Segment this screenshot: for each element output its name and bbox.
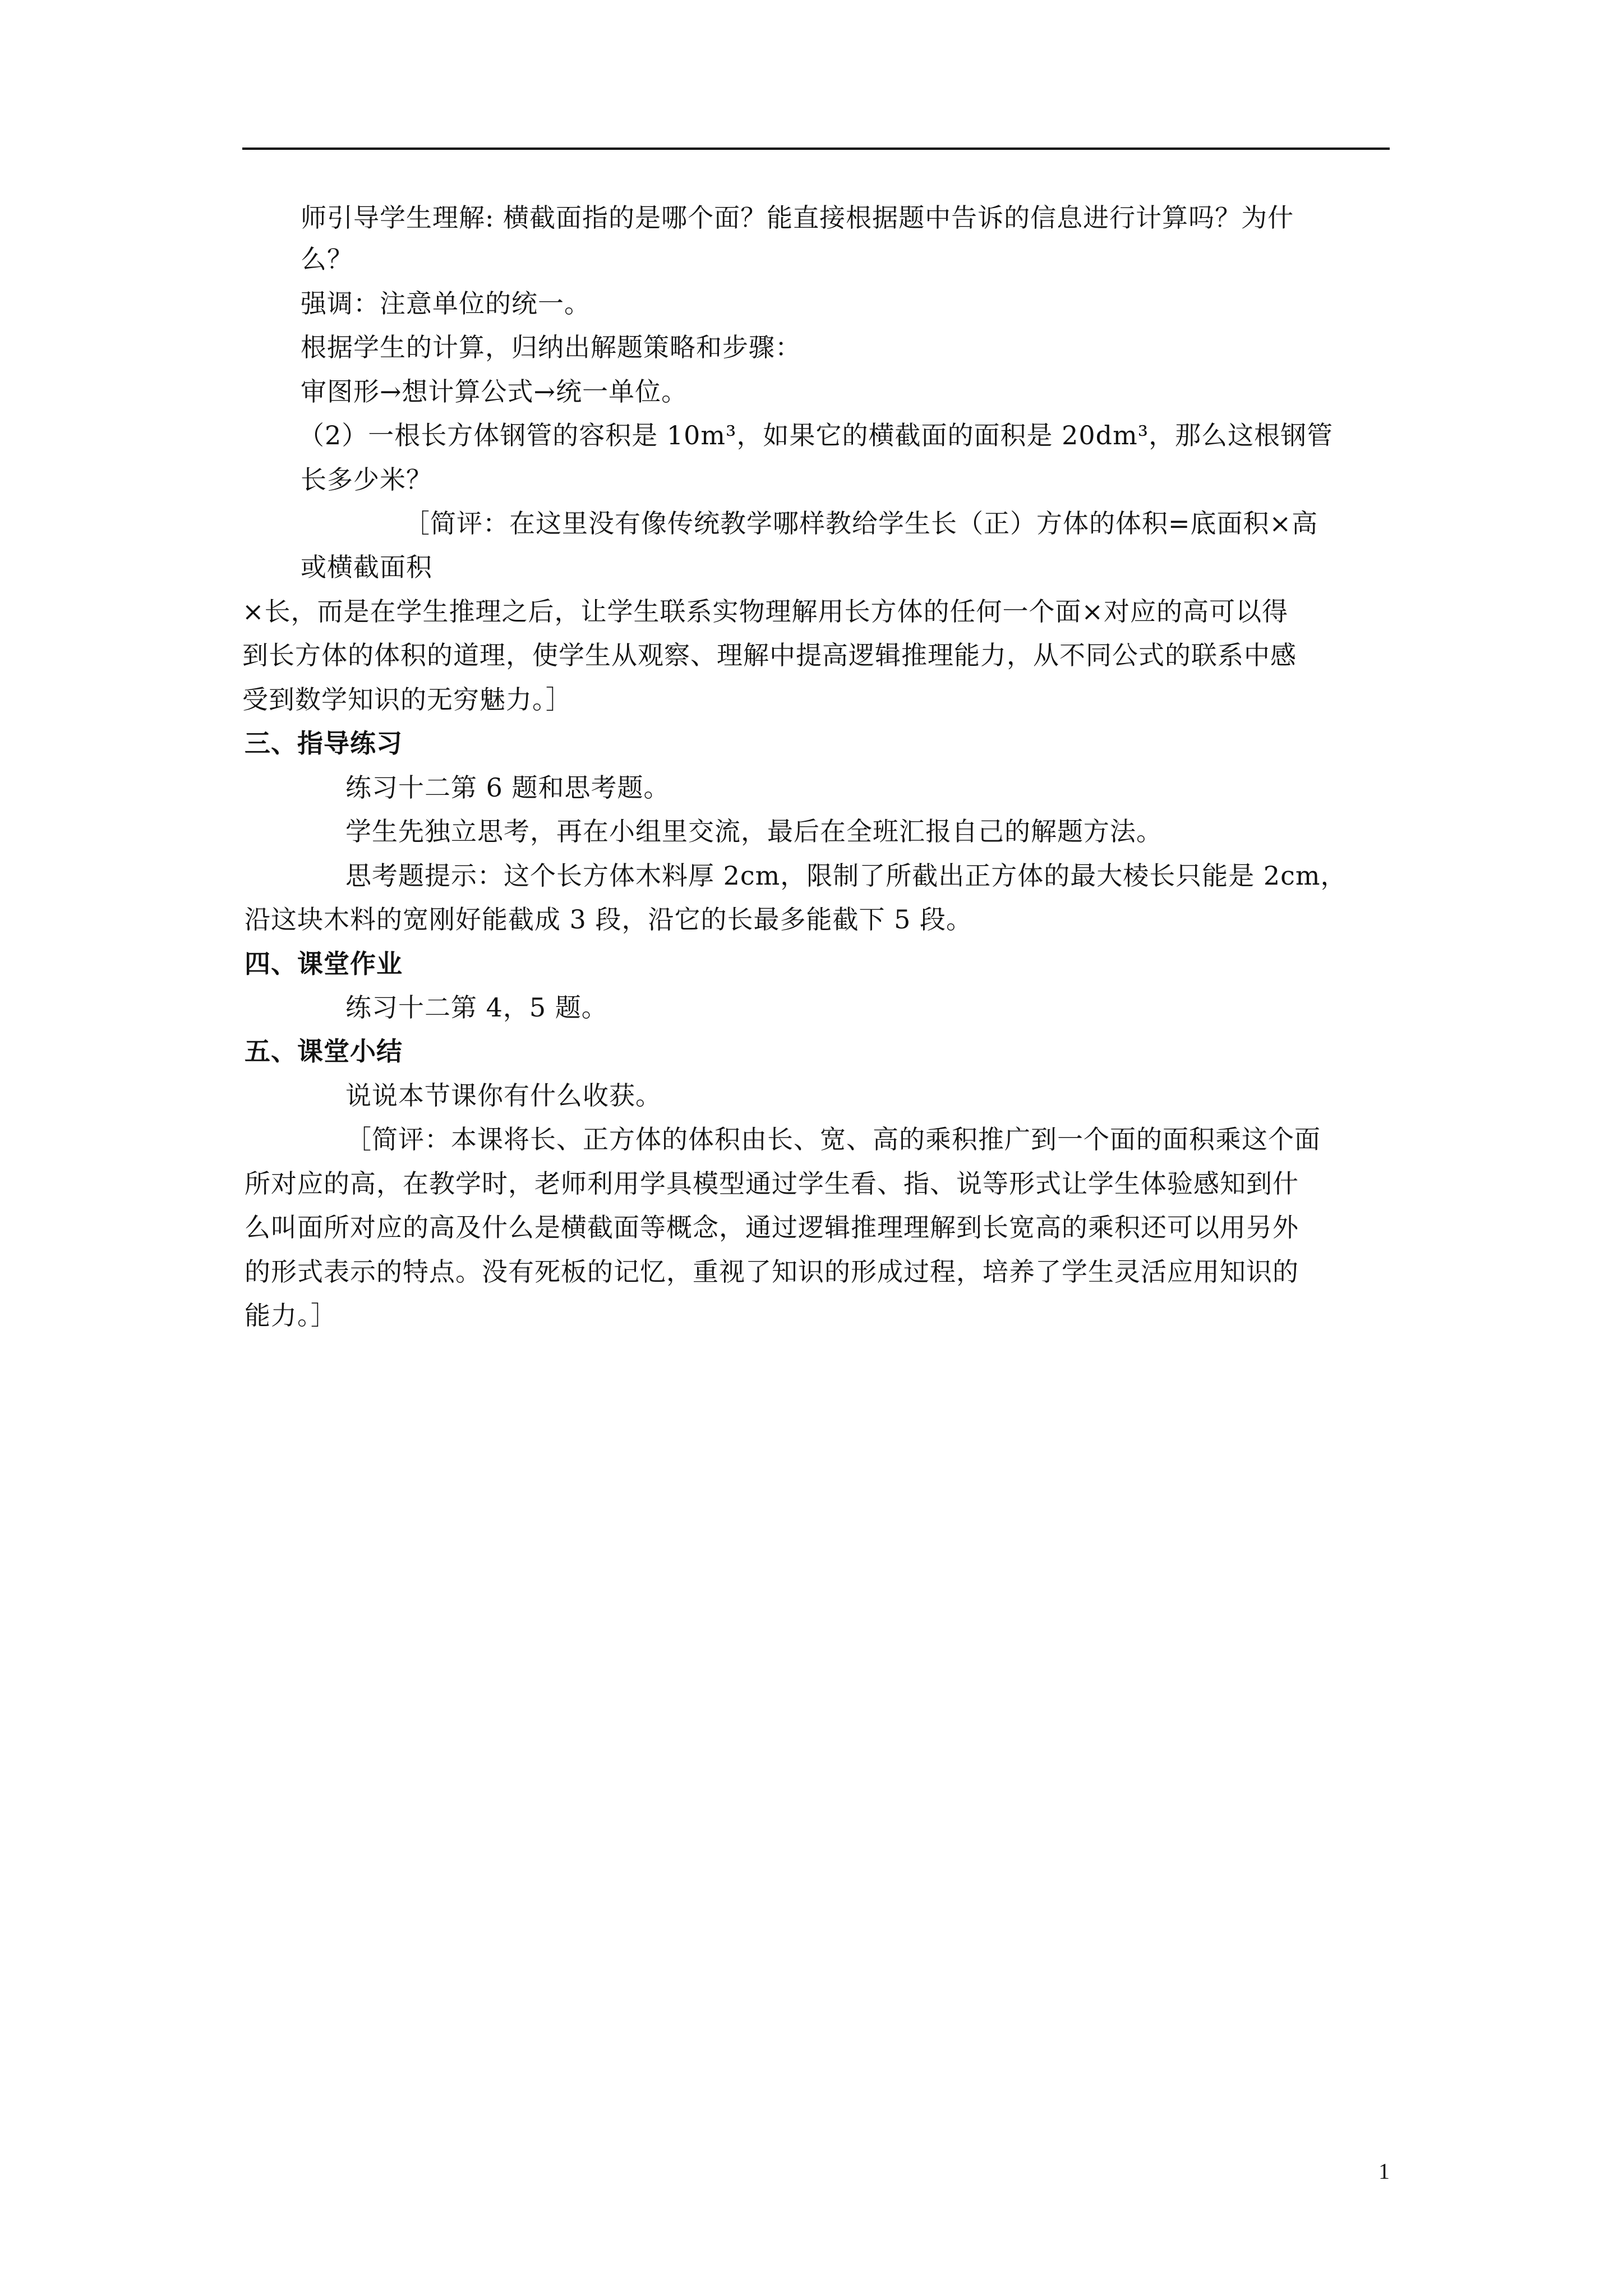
section-heading-4: 四、课堂作业 bbox=[245, 949, 403, 979]
header-rule bbox=[242, 148, 1390, 150]
section-heading-3: 三、指导练习 bbox=[245, 728, 403, 758]
commentary-line: ×长，而是在学生推理之后，让学生联系实物理解用长方体的任何一个面×对应的高可以得 bbox=[242, 596, 1289, 627]
commentary-line: ［简评：本课将长、正方体的体积由长、宽、高的乘积推广到一个面的面积乘这个面 bbox=[345, 1124, 1321, 1154]
paragraph-line: 练习十二第 6 题和思考题。 bbox=[345, 772, 670, 803]
commentary-line: 的形式表示的特点。没有死板的记忆，重视了知识的形成过程，培养了学生灵活应用知识的 bbox=[245, 1257, 1299, 1287]
paragraph-line: 强调：注意单位的统一。 bbox=[301, 288, 591, 319]
paragraph-line: 审图形→想计算公式→统一单位。 bbox=[301, 376, 688, 407]
paragraph-line: 练习十二第 4，5 题。 bbox=[345, 992, 608, 1023]
commentary-line: ［简评：在这里没有像传统教学哪样教给学生长（正）方体的体积=底面积×高 bbox=[404, 508, 1318, 539]
commentary-line: 或横截面积 bbox=[301, 552, 432, 582]
paragraph-line: 沿这块木料的宽刚好能截成 3 段，沿它的长最多能截下 5 段。 bbox=[245, 904, 973, 935]
paragraph-line: 学生先独立思考，再在小组里交流，最后在全班汇报自己的解题方法。 bbox=[345, 816, 1163, 846]
page-number: 1 bbox=[1378, 2159, 1390, 2184]
commentary-line: 受到数学知识的无穷魅力。］ bbox=[242, 684, 572, 715]
commentary-line: 所对应的高，在教学时，老师利用学具模型通过学生看、指、说等形式让学生体验感知到什 bbox=[245, 1168, 1299, 1199]
paragraph-line: 说说本节课你有什么收获。 bbox=[345, 1080, 662, 1111]
paragraph-line: 长多少米？ bbox=[301, 464, 432, 495]
paragraph-line: 思考题提示：这个长方体木料厚 2cm，限制了所截出正方体的最大棱长只能是 2cm， bbox=[345, 861, 1347, 891]
paragraph-line: （2）一根长方体钢管的容积是 10m³，如果它的横截面的面积是 20dm³，那么这根钢管 bbox=[298, 420, 1334, 450]
paragraph-line: 师引导学生理解: 横截面指的是哪个面？能直接根据题中告诉的信息进行计算吗？为什 bbox=[301, 203, 1294, 233]
paragraph-line: 根据学生的计算，归纳出解题策略和步骤： bbox=[301, 332, 801, 362]
commentary-line: 能力。］ bbox=[245, 1300, 337, 1331]
commentary-line: 到长方体的体积的道理，使学生从观察、理解中提高逻辑推理能力，从不同公式的联系中感 bbox=[242, 640, 1297, 670]
section-heading-5: 五、课堂小结 bbox=[245, 1036, 403, 1066]
paragraph-line: 么？ bbox=[301, 244, 353, 274]
commentary-line: 么叫面所对应的高及什么是横截面等概念，通过逻辑推理理解到长宽高的乘积还可以用另外 bbox=[245, 1212, 1299, 1243]
